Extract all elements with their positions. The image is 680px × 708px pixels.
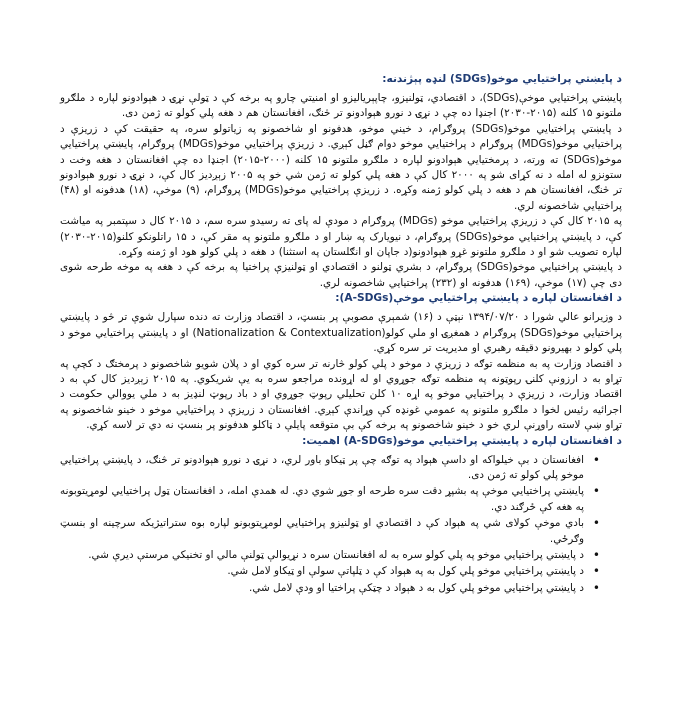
- bullet-icon: •: [592, 547, 600, 562]
- paragraph: په ۲۰۱۵ کال کې د زریزې پراختیایي موخو (MDGs) پروګرام د مودې له پای ته رسیدو سره سم، د ۲۰۱۵ کال د سپتمبر په میاشت کې، د پایښتي پراختیایي موخو(SDGs) پروګرام، د نیویارک په ښار او د ملګرو ملتونو په مقر کې، د ۱۵ راتلونکو کلنو(۲۰۱۵-۲۰۳۰) لپاره تصویب شو او د ملګرو ملتونو غړو هېوادونو(د جاپان او انګلستان په استثنا) د هغه د پلي کولو هود او ژمنه وکړه.: [60, 215, 623, 259]
- bullet-icon: •: [592, 484, 600, 499]
- list-item-text: افغانستان د بې خیلواکه او داسې هېواد په توګه چې پر ټیکاو باور لري، د نړۍ د نورو هېوادونو تر څنګ، د پایښتي پراختیایي موخو پلي کولو ته ژمن دی.: [60, 453, 584, 481]
- paragraph: د پایښتي پراختیایي موخو(SDGs) پروګرام، د بشري ټولنو د اقتصادي او ټولنیزې پراختیا په برخه کې د هغه په موخه طرحه شوی دی چې (۱۷) موخې، (۱۶۹) هدفونه او (۲۳۲) پراختیایي شاخصونه لري.: [60, 261, 622, 289]
- section-heading-a-sdgs: د افغانستان لپاره د پایښتي پراختیایي موخې(A-SDGs):: [335, 292, 622, 305]
- bullet-icon: •: [592, 564, 600, 579]
- bullet-icon: •: [592, 580, 600, 595]
- bullet-icon: •: [592, 516, 600, 531]
- paragraph: پایښتي پراختیایي موخې(SDGs)، د اقتصادي، ټولنیزو، چاپېریالیزو او امنیتي چارو په برخه کې د ټولې نړۍ د هېوادونو لپاره د ملګرو ملتونو ۱۵ کلنه (۲۰۱۵-۲۰۳۰) اجنډا ده چې د نړۍ د نورو هېوادونو تر څنګ، افغانستان هم د هغه پلي کولو ته ژمن دی.: [60, 92, 622, 120]
- list-item-text: د پایښتي پراختیایي موخو په پلي کولو سره به له افغانستان سره د نړیوالې ټولنې مالي او تخنیکي مرستې دیرې شي.: [88, 548, 584, 561]
- paragraph: د اقتصاد وزارت په به منظمه توګه د زریزې د موخو د پلي کولو څارنه تر سره کوي او د پلان شویو شاخصونو د پرمختګ د کچې په تړاو به د ارزونې کلنۍ رپوټونه په منظمه توګه جوړوي او له اړونده مراجعو سره به یې شریکوي. په ۲۰۱۵ زېږدیز کال کې به د اقتصاد وزارت، د زریزې د پراختیایي موخو په اړه ۱۰ کلن تحلیلي رپوټ جوړوي او د باد رپوټ لنډیز به د ملي یووالي حکومت د اجرائیه رئیس لخوا د ملګرو ملتونو په عمومي غونډه کې وړاندې کېږي. افغانستان د زریزې د پراختیایي موخو د خینو شاخصونو په تړاو ښې لاسته راوړنې لري خو د خینو شاخصونو په برخه کې بې متوقعه پایلې د ټاکلو هدفونو پر بنسټ نه دي تر لاسه کړي.: [60, 357, 623, 432]
- list-item: [60, 581, 600, 596]
- list-item: [60, 484, 600, 515]
- list-item-text: د پایښتي پراختیایي موخو پلي کول به په هېواد کې د ټلپاتې سولې او ټیکاو لامل شي.: [227, 565, 584, 578]
- list-item: [60, 453, 600, 484]
- bullet-icon: •: [592, 452, 600, 467]
- list-item-text: بادي موخې کولای شي په هېواد کې د اقتصادي او ټولنیزو پراختیایي لومړیتوبونو لپاره بوه ستراتیژیکه سرچینه او بنسټ وګرځي.: [60, 517, 584, 545]
- list-item: [60, 564, 600, 579]
- list-item-text: د پایښتي پراختیایي موخو پلي کول به د هېواد د چټکې پراختیا او ودې لامل شي.: [249, 581, 584, 594]
- section-heading-a-sdgs-importance: د افغانستان لپاره د پایښتي پراختیایي موخو(A-SDGs) اهمیت:: [302, 434, 622, 447]
- section-heading-sdgs-intro: د پایښتي پراختیایي موخو(SDGs) لنډه پېژندنه:: [382, 73, 622, 85]
- list-item: [60, 516, 600, 547]
- list-item-text: پایښتي پراختیایي موخې په بشپړ دقت سره طرحه او جوړ شوي دي. له همدې امله، د افغانستان ټول پراختیایي لومړیتوبونه په هغه کې ځرګند دي.: [60, 485, 584, 513]
- paragraph: د وزیرانو عالي شورا د ۱۳۹۴/۰۷/۲۰ نېټې د (۱۶) شمېرې مصوبې پر بنسټ، د اقتصاد وزارت ته دنده سپارل شوې تر څو د پایښتي پراختیایي موخو(SDGs) پروګرام د همغږۍ او ملي کولو(Nationalization & Contextualization) او د پایښتي پراختیایي موخو د پلي کولو د بهیرونو دقیقه رهبري او مدیریت تر سره کړي.: [60, 311, 623, 355]
- importance-bullet-list: [60, 453, 622, 597]
- list-item: [60, 548, 600, 563]
- paragraph: د پایښتي پراختیایي موخو(SDGs) پروګرام، د خیني موخو، هدفونو او شاخصونو په زیاتولو سره، په حقیقت کې د زریزې د پراختیایي موخو(MDGs) پروګرام د پراختیایي موخو دوام ګڼل کېږي. د زریزې پراختیایي موخو(MDGs) پروګرام، پایښتي پراختیایي موخو(SDGs) ته ورته، د پرمختیایي هېوادونو لپاره د ملګرو ملتونو ۱۵ کلنه (۲۰۰۰-۲۰۱۵) اجنډا ده چې افغانستان د هغه وخت د ستونزو له امله د نه کړای شو په ۲۰۰۰ کال کې د هغه پلي کولو ته ژمن شي خو په ۲۰۰۵ زېږدیز کال کې، د نړۍ د نورو هېوادونو تر څنګ، افغانستان هم د هغه د پلي کولو ژمنه وکړه. د زریزې پراختیایي موخو(MDGs) پروګرام، (۹) موخې، (۱۸) هدفونه او (۴۸) پراختیایي شاخصونه لري.: [60, 122, 622, 212]
